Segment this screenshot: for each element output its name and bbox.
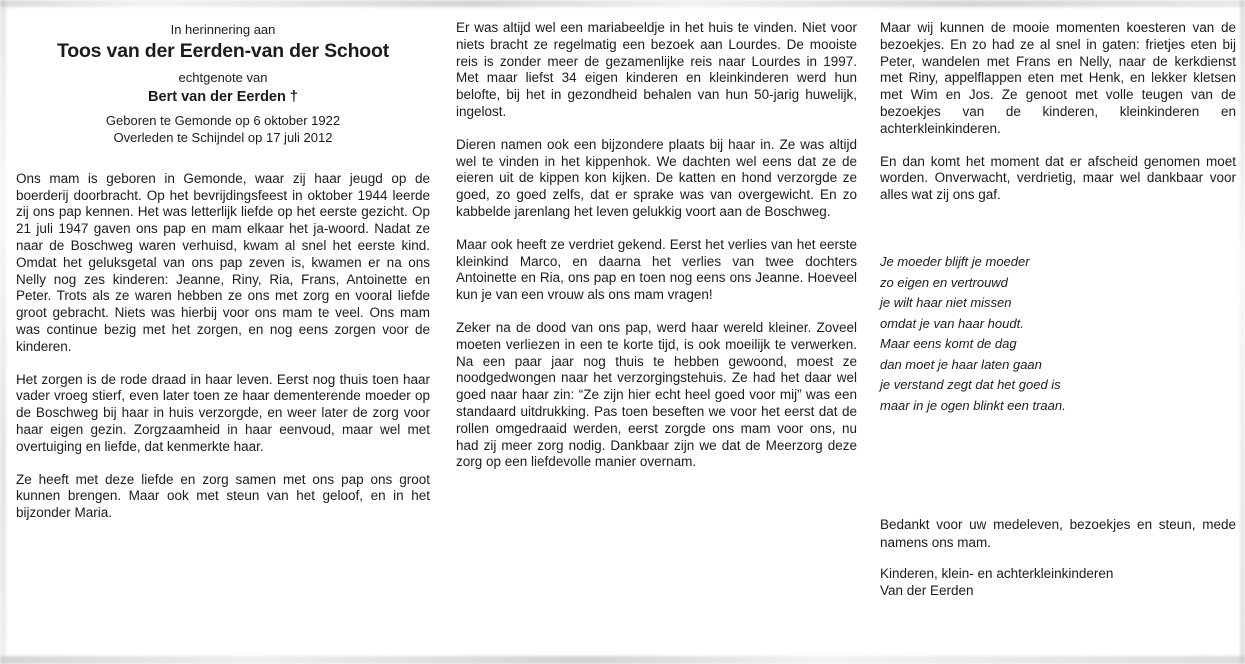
scan-edge-left [0,0,6,664]
paragraph: Maar ook heeft ze verdriet gekend. Eerst het verlies van het eerste kleinkind Marco, en daarna het verlies van twee dochters Antoinette en Ria, ons pap en toen nog eens ons Jeanne. Hoeveel kun je van een vrouw als ons mam vragen! [456,236,857,303]
signature-line: Kinderen, klein- en achterkleinkinderen [880,565,1114,581]
scan-edge-bottom [0,656,1245,664]
poem-line: maar in je ogen blinkt een traan. [880,397,1066,413]
signature-line: Van der Eerden [880,583,974,599]
poem-line: dan moet je haar laten gaan [880,356,1042,372]
paragraph: En dan komt het moment dat er afscheid genomen moet worden. Onverwacht, verdrietig, maar wel dankbaar voor alles wat zij ons gaf. [880,153,1236,203]
paragraph: Ze heeft met deze liefde en zorg samen met ons pap ons groot kunnen brengen. Maar ook met steun van het geloof, en in het bijzonder Maria. [16,471,430,521]
death-line: Overleden te Schijndel op 17 juli 2012 [113,129,333,145]
birth-line: Geboren te Gemonde op 6 oktober 1922 [105,113,341,128]
paragraph: Maar wij kunnen de mooie momenten koesteren van de bezoekjes. En zo had ze al snel in gaten: frietjes eten bij Peter, wandelen met Frans en Nelly, naar de kerkdienst met Riny, appelflappen eten met Henk, en lekker kletsen met Wim en Jos. Ze genoot met volle teugen van de bezoekjes van de kinderen, kleinkinderen en achterkleinkinderen. [880,20,1236,136]
column-left [16,20,430,538]
poem-line: Je moeder blijft je moeder [880,253,1030,269]
poem-line: omdat je van haar houdt. [880,315,1024,331]
relation-line: echtgenote van [178,70,268,85]
thanks-paragraph: Bedankt voor uw medeleven, bezoekjes en steun, mede namens ons mam. [880,517,1236,550]
signature [880,565,1236,600]
poem-line: je verstand zegt dat het goed is [880,377,1061,393]
paragraph: Zeker na de dood van ons pap, werd haar wereld kleiner. Zoveel moeten verliezen in een te korte tijd, is ook moeilijk te verwerken. Na een paar jaar nog thuis te hebben gewoond, moest ze noodgedwongen naar het verzorgingstehuis. Ze had het daar wel goed naar haar zin: “Ze zijn hier echt heel goed voor mij” was een standaard uitdrukking. Pas toen beseften we voor het eerst dat de rollen omgedraaid werden, eerst zorgde ons mam voor ons, nu had zij meer zorg nodig. Dankbaar zijn we dat de Meerzorg deze zorg op een liefdevolle manier overnam. [456,319,857,470]
scan-edge-top [0,0,1245,7]
scan-edge-right [1240,0,1245,664]
memorial-header [16,22,430,147]
paragraph: Het zorgen is de rode draad in haar leven. Eerst nog thuis toen haar vader vroeg stierf, even later toen ze haar dementerende moeder op de Boschweg bij haar in huis verzorgde, en weer later de zorg voor haar eigen gezin. Zorgzaamheid in haar eenvoud, maar wel met overtuiging en liefde, dat kenmerkte haar. [16,371,430,454]
deceased-name: Toos van der Eerden-van der Schoot [57,40,389,62]
spouse-name: Bert van der Eerden † [148,89,298,105]
poem-line: zo eigen en vertrouwd [880,274,1008,290]
column-right [880,20,1236,600]
column-middle [456,20,857,487]
intro-line: In herinnering aan [170,22,276,37]
paragraph: Er was altijd wel een mariabeeldje in het huis te vinden. Niet voor niets bracht ze regelmatig een bezoek aan Lourdes. De mooiste reis is zonder meer de gezamenlijke reis naar Lourdes in 1997. Met maar liefst 34 eigen kinderen en kleinkinderen werd hun belofte, bij het in gezondheid behalen van hun 50-jarig huwelijk, ingelost. [456,20,857,119]
paragraph: Ons mam is geboren in Gemonde, waar zij haar jeugd op de boerderij doorbracht. Op het bevrijdingsfeest in oktober 1944 leerde zij ons pap kennen. Het was letterlijk liefde op het eerste gezicht. Op 21 juli 1947 gaven ons pap en mam elkaar het ja-woord. Nadat ze naar de Boschweg waren verhuisd, kwam al snel het eerste kind. Omdat het geluksgetal van ons pap zeven is, kwamen er na ons Nelly nog zes kinderen: Jeanne, Riny, Ria, Frans, Antoinette en Peter. Trots als ze waren hebben ze ons met zorg en vooral liefde groot gebracht. Niets was hierbij voor ons mam te veel. Ons mam was continue bezig met het zorgen, en nog eens zorgen voor de kinderen. [16,170,430,354]
paragraph: Dieren namen ook een bijzondere plaats bij haar in. Ze was altijd wel te vinden in het kippenhok. We dachten wel eens dat ze de eieren uit de kippen kon kijken. De katten en hond verzorgde ze goed, zo goed zelfs, dat er sprake was van overgewicht. En zo kabbelde jarenlang het leven gelukkig voort aan de Boschweg. [456,136,857,219]
poem-line: Maar eens komt de dag [880,336,1017,352]
poem-line: je wilt haar niet missen [880,295,1012,311]
poem [880,252,1236,416]
